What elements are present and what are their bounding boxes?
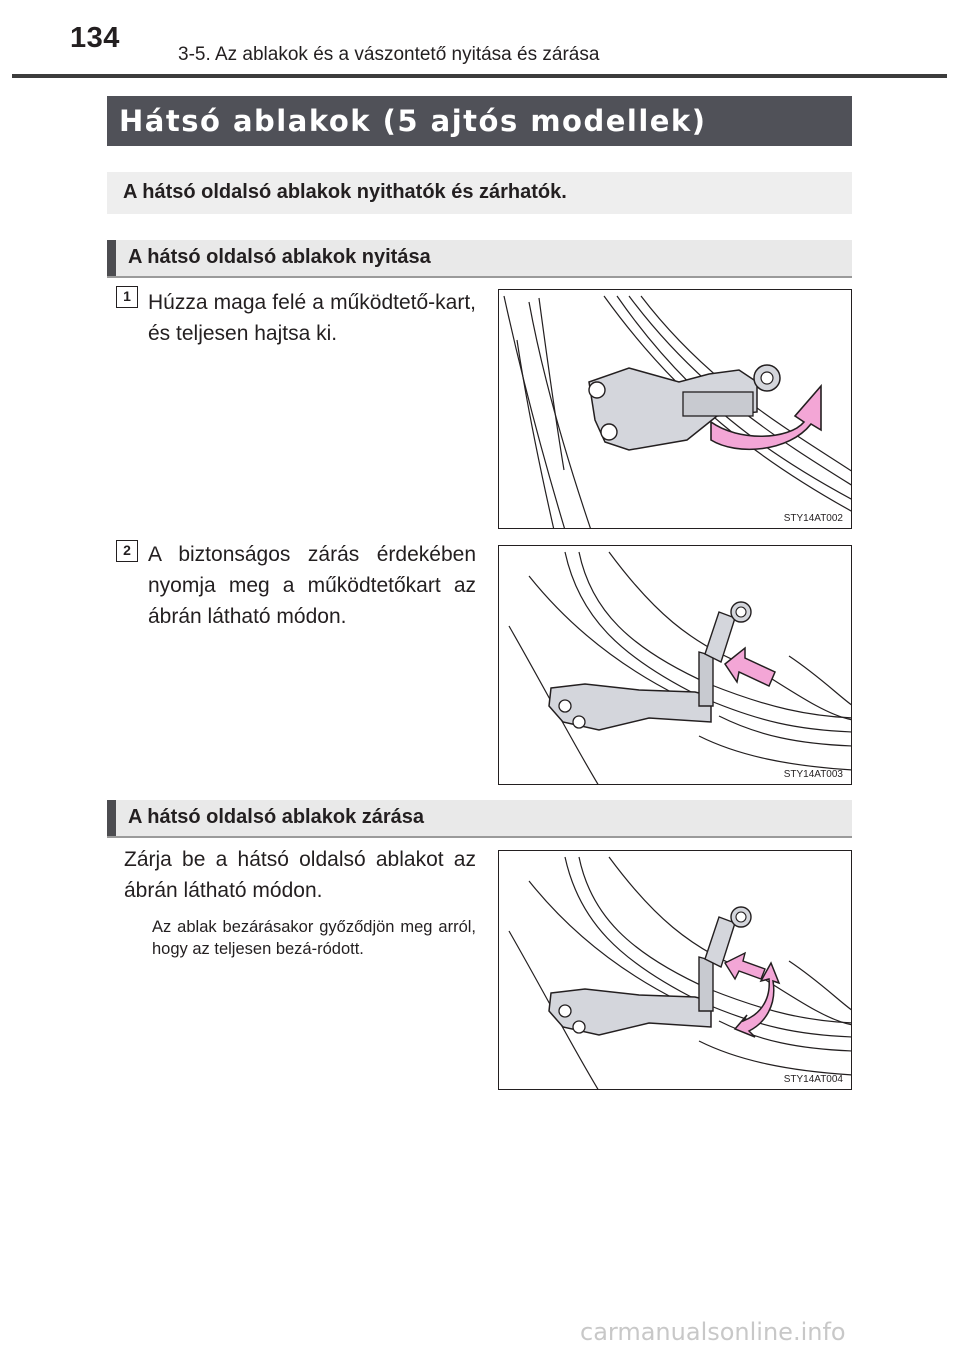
step-number-2: 2	[116, 540, 138, 562]
figure-secure-lever	[498, 545, 852, 785]
step-1-text	[148, 287, 476, 349]
close-text	[124, 844, 476, 906]
running-title: 3-5. Az ablakok és a vászontető nyitása és zárása	[178, 44, 600, 65]
close-note	[152, 916, 476, 960]
watermark: carmanualsonline.info	[580, 1318, 846, 1346]
figure-open-lever-drawing	[499, 290, 852, 529]
figure-code-3: STY14AT004	[783, 1074, 843, 1085]
intro-text: A hátsó oldalsó ablakok nyithatók és zárhatók.	[123, 181, 567, 203]
step-number-1: 1	[116, 286, 138, 308]
figure-secure-lever-drawing	[499, 546, 852, 785]
page-title-bar	[107, 96, 852, 146]
section-heading-open-text: A hátsó oldalsó ablakok nyitása	[128, 246, 431, 268]
step-1-text-content: Húzza maga felé a működtető-kart, és teljesen hajtsa ki.	[148, 291, 476, 345]
figure-close-window	[498, 850, 852, 1090]
step-2-text	[148, 539, 476, 632]
figure-code-2: STY14AT003	[783, 769, 843, 780]
figure-close-window-drawing	[499, 851, 852, 1090]
header-divider	[12, 74, 947, 78]
page-number: 134	[70, 22, 120, 54]
section-heading-close-text: A hátsó oldalsó ablakok zárása	[128, 806, 425, 828]
figure-code-1: STY14AT002	[783, 513, 843, 524]
section-heading-close	[107, 800, 852, 836]
section-heading-open	[107, 240, 852, 276]
page-title: Hátsó ablakok (5 ajtós modellek)	[119, 104, 707, 138]
close-text-content: Zárja be a hátsó oldalsó ablakot az ábrán látható módon.	[124, 848, 476, 902]
step-2-text-content: A biztonságos zárás érdekében nyomja meg a működtetőkart az ábrán látható módon.	[148, 543, 476, 628]
figure-open-lever	[498, 289, 852, 529]
intro-box	[107, 172, 852, 214]
close-note-content: Az ablak bezárásakor győződjön meg arról, hogy az teljesen bezá-ródott.	[152, 918, 476, 958]
